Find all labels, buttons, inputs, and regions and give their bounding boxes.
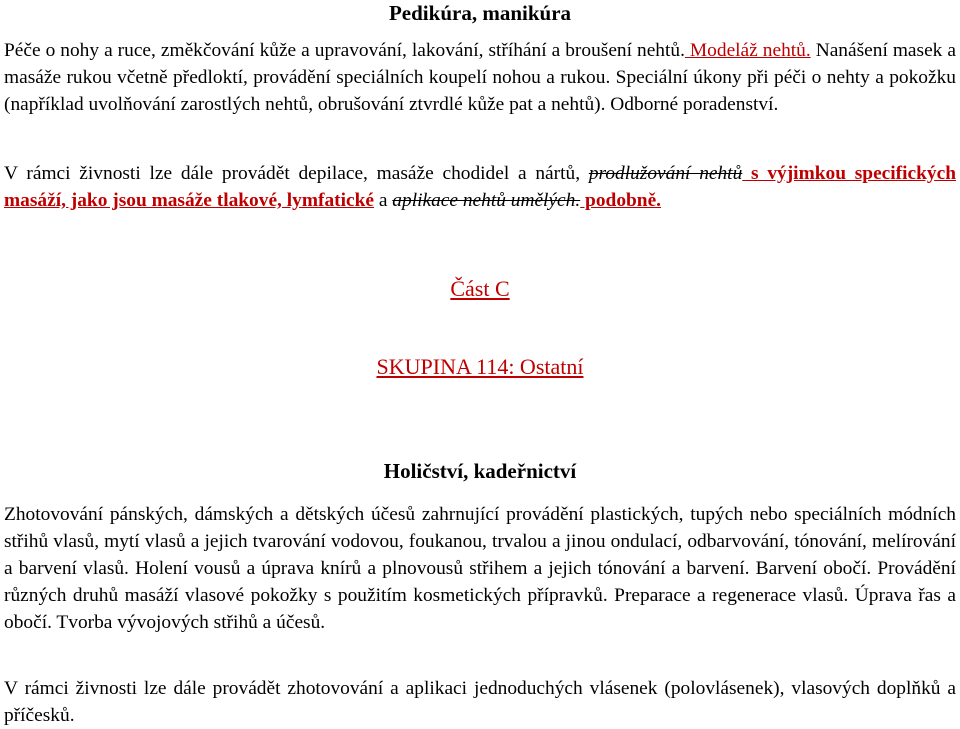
deleted-text-prodluzovani: prodlužování nehtů — [588, 163, 743, 184]
paragraph-holicstvi-extension: V rámci živnosti lze dále provádět zhotovování a aplikaci jednoduchých vlásenek (polovlásenek), vlasových doplňků a příčesků. — [4, 678, 956, 726]
part-c-title: Část C — [450, 276, 510, 301]
text-run: Péče o nohy a ruce, změkčování kůže a upravování, lakování, stříhání a broušení nehtů. — [4, 40, 685, 61]
paragraph-pedikura-description — [4, 37, 956, 118]
group-title: SKUPINA 114: Ostatní — [376, 354, 584, 379]
inserted-text-vyjimkou: s výjimkou specifických masáží, jako jsou masáže tlakové, lymfatické — [4, 163, 956, 211]
text-run: V rámci živnosti lze dále provádět depilace, masáže chodidel a nártů, — [4, 163, 589, 184]
inserted-text-modelaz: Modeláž nehtů. — [684, 40, 811, 61]
text-run: a — [373, 190, 393, 211]
text-run: Nanášení masek a masáže rukou včetně předloktí, provádění speciálních koupelí nohou a rukou. Speciální úkony při péči o nehty a pokožku (například uvolňování zarostlých nehtů, obrušování ztvrdlé kůže pat a nehtů). Odborné poradenství. — [4, 40, 956, 115]
paragraph-pedikura-extension — [4, 160, 956, 214]
section-heading-holicstvi: Holičství, kadeřnictví — [383, 459, 577, 483]
deleted-text-aplikace: aplikace nehtů umělých. — [392, 190, 581, 211]
inserted-text-podobne: podobně. — [580, 190, 662, 211]
section-heading-pedikura: Pedikúra, manikúra — [388, 1, 572, 25]
paragraph-holicstvi-description: Zhotovování pánských, dámských a dětských účesů zahrnující provádění plastických, tupých nebo speciálních módních střihů vlasů, mytí vlasů a jejich tvarování vodovou, foukanou, trvalou a jinou ondulací, odbarvování, tónování, melírování a barvení vlasů. Holení vousů a úprava knírů a plnovousů střihem a jejich tónování a barvení. Barvení obočí. Provádění různých druhů masáží vlasové pokožky s použitím kosmetických přípravků. Preparace a regenerace vlasů. Úprava řas a obočí. Tvorba vývojových střihů a účesů. — [4, 504, 956, 633]
